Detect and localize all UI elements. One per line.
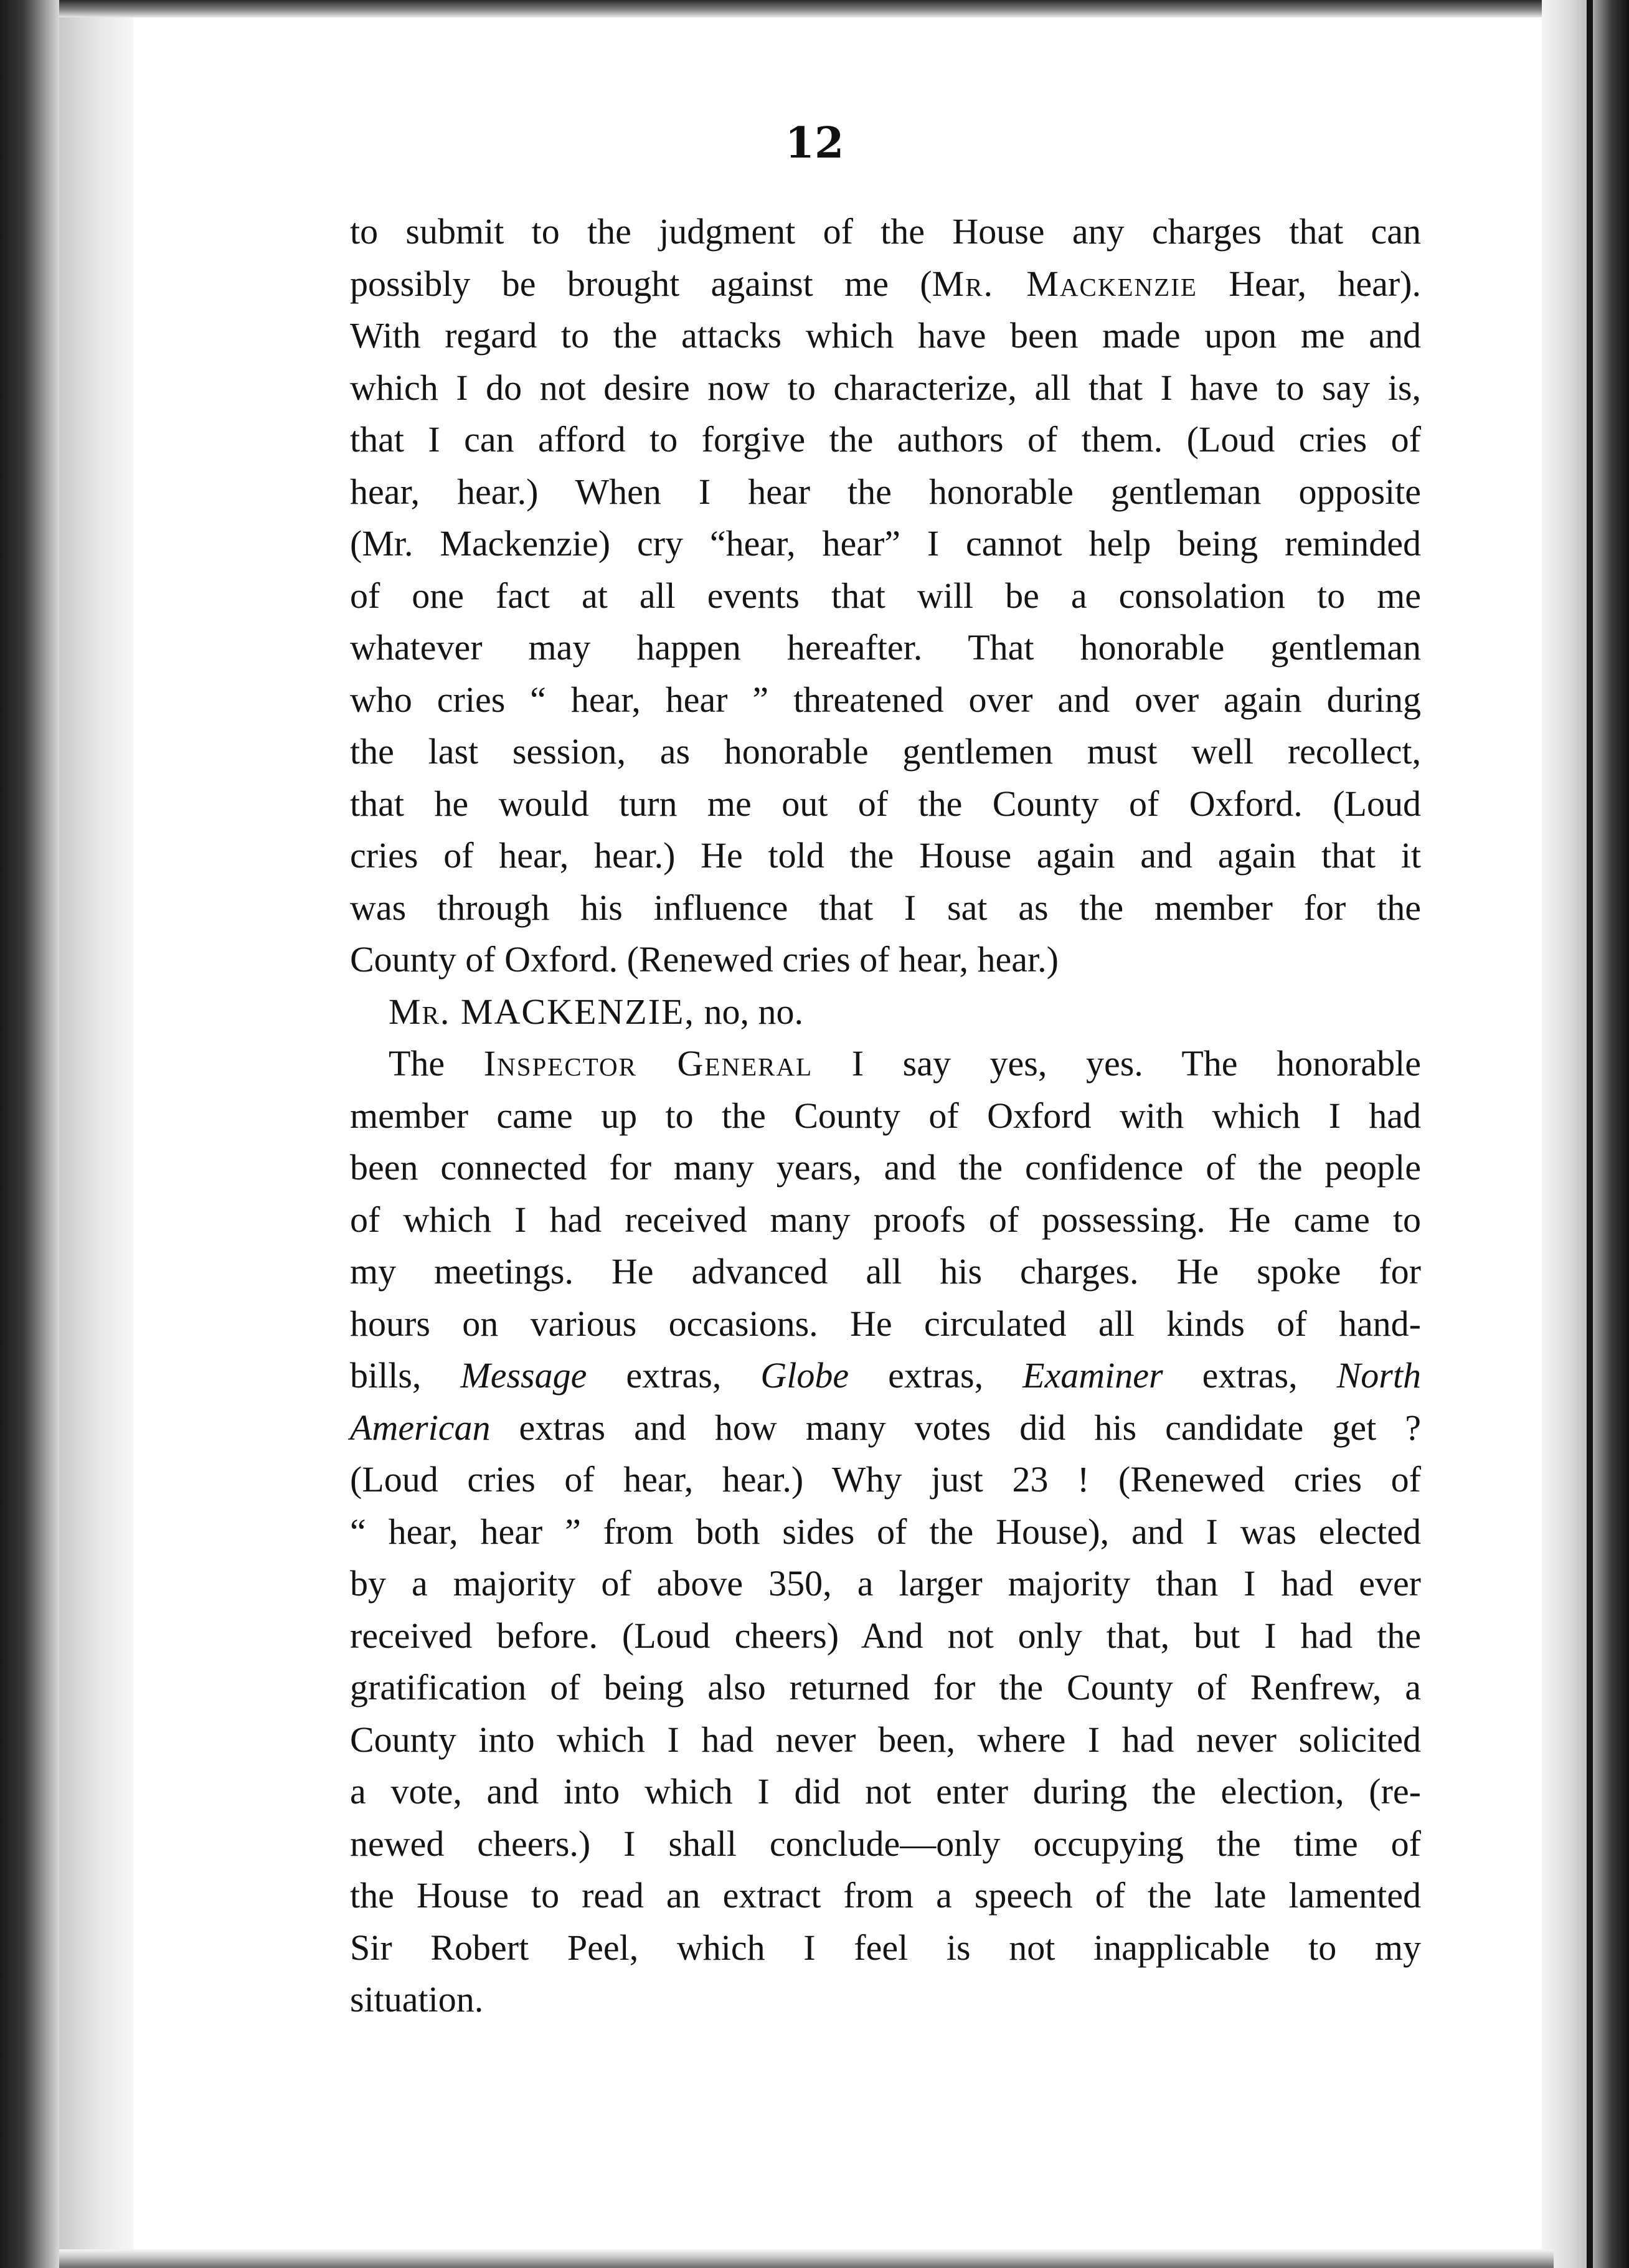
text-run: extras, — [849, 1355, 1023, 1396]
newspaper-title: American — [350, 1407, 491, 1448]
text-run: Hear, hear). — [1197, 263, 1421, 304]
text-run: possibly be brought against me ( — [350, 263, 932, 304]
text-run: bills, — [350, 1355, 461, 1396]
text-line — [350, 1869, 1421, 1922]
text-line — [350, 1141, 1421, 1194]
text-run: that I can afford to forgive the authors of them. (Loud cries of — [350, 419, 1421, 460]
text-run: by a majority of above 350, a larger majority than I had ever — [350, 1563, 1421, 1604]
text-run: member came up to the County of Oxford with which I had — [350, 1095, 1421, 1136]
text-line — [350, 1922, 1421, 1974]
text-line — [350, 933, 1421, 986]
text-run: to submit to the judgment of the House any charges that can — [350, 211, 1421, 252]
text-line — [350, 986, 1421, 1038]
text-run: situation. — [350, 1979, 484, 2020]
text-run: the House to read an extract from a speech of the late lamented — [350, 1875, 1421, 1916]
text-line — [350, 258, 1421, 310]
newspaper-title: Message — [460, 1355, 587, 1396]
text-run: my meetings. He advanced all his charges. He spoke for — [350, 1251, 1421, 1292]
text-line — [350, 1090, 1421, 1142]
text-run: was through his influence that I sat as the member for the — [350, 887, 1421, 928]
text-line — [350, 1037, 1421, 1090]
text-line — [350, 674, 1421, 726]
text-line — [350, 725, 1421, 778]
text-run: a vote, and into which I did not enter during the election, (re- — [350, 1771, 1421, 1812]
text-run: With regard to the attacks which have been made upon me and — [350, 315, 1421, 356]
text-line — [350, 1453, 1421, 1506]
text-run: The — [389, 1043, 484, 1084]
page-left-edge-shadow — [0, 0, 59, 2268]
text-line — [350, 829, 1421, 882]
page-gutter-shadow — [59, 0, 134, 2268]
text-line — [350, 1557, 1421, 1610]
page-right-border-line — [1587, 0, 1593, 2268]
text-run: gratification of being also returned for the County of Renfrew, a — [350, 1667, 1421, 1708]
newspaper-title: Examiner — [1022, 1355, 1163, 1396]
page-bottom-edge-shadow — [59, 2249, 1554, 2268]
text-run: received before. (Loud cheers) And not only that, but I had the — [350, 1615, 1421, 1656]
text-run: newed cheers.) I shall conclude—only occupying the time of — [350, 1823, 1421, 1864]
text-line — [350, 570, 1421, 622]
text-run: extras, — [1163, 1355, 1337, 1396]
text-line — [350, 1610, 1421, 1662]
text-line — [350, 1818, 1421, 1870]
text-run: “ hear, hear ” from both sides of the House), and I was elected — [350, 1511, 1421, 1552]
speaker-name: Inspector General — [483, 1043, 813, 1084]
text-run: whatever may happen hereafter. That honorable gentleman — [350, 627, 1421, 668]
text-run: County of Oxford. (Renewed cries of hear, hear.) — [350, 939, 1059, 980]
text-run: no, no. — [694, 991, 803, 1032]
text-run: the last session, as honorable gentlemen must well recollect, — [350, 731, 1421, 772]
text-line — [350, 517, 1421, 570]
text-run: who cries “ hear, hear ” threatened over and over again during — [350, 679, 1421, 720]
text-line — [350, 1973, 1421, 2026]
text-line — [350, 882, 1421, 934]
text-line — [350, 1194, 1421, 1246]
text-run: hear, hear.) When I hear the honorable gentleman opposite — [350, 471, 1421, 512]
text-run: extras and how many votes did his candidate get ? — [490, 1407, 1421, 1448]
newspaper-title: Globe — [760, 1355, 849, 1396]
text-run: extras, — [587, 1355, 761, 1396]
text-run: (Mr. Mackenzie) cry “hear, hear” I cannot help being reminded — [350, 523, 1421, 564]
text-line — [350, 362, 1421, 414]
text-line — [350, 1349, 1421, 1402]
text-run: I say yes, yes. The honorable — [813, 1043, 1422, 1084]
text-line — [350, 1298, 1421, 1350]
speaker-name: Mr. MACKENZIE, — [389, 991, 695, 1032]
text-run: been connected for many years, and the confidence of the people — [350, 1147, 1421, 1188]
page-top-edge-shadow — [59, 0, 1554, 17]
newspaper-title: North — [1336, 1355, 1421, 1396]
text-run: hours on various occasions. He circulated all kinds of hand- — [350, 1303, 1421, 1344]
text-line — [350, 1402, 1421, 1454]
text-line — [350, 1714, 1421, 1766]
text-line — [350, 1245, 1421, 1298]
text-run: which I do not desire now to characterize, all that I have to say is, — [350, 367, 1421, 408]
page-number: 12 — [785, 118, 844, 168]
page-right-edge-shadow — [1542, 0, 1629, 2268]
body-text — [350, 206, 1421, 2026]
text-run: that he would turn me out of the County of Oxford. (Loud — [350, 783, 1421, 824]
text-run: Sir Robert Peel, which I feel is not inapplicable to my — [350, 1927, 1421, 1968]
speaker-name: Mr. Mackenzie — [932, 263, 1197, 304]
text-line — [350, 1506, 1421, 1558]
text-line — [350, 413, 1421, 466]
text-line — [350, 206, 1421, 258]
text-line — [350, 466, 1421, 518]
text-line — [350, 621, 1421, 674]
text-line — [350, 778, 1421, 830]
text-line — [350, 1661, 1421, 1714]
text-run: (Loud cries of hear, hear.) Why just 23 ! (Renewed cries of — [350, 1459, 1421, 1500]
text-run: cries of hear, hear.) He told the House again and again that it — [350, 835, 1421, 876]
text-line — [350, 1765, 1421, 1818]
text-run: of one fact at all events that will be a consolation to me — [350, 575, 1421, 616]
text-run: County into which I had never been, where I had never solicited — [350, 1719, 1421, 1760]
text-run: of which I had received many proofs of possessing. He came to — [350, 1199, 1421, 1240]
text-line — [350, 309, 1421, 362]
